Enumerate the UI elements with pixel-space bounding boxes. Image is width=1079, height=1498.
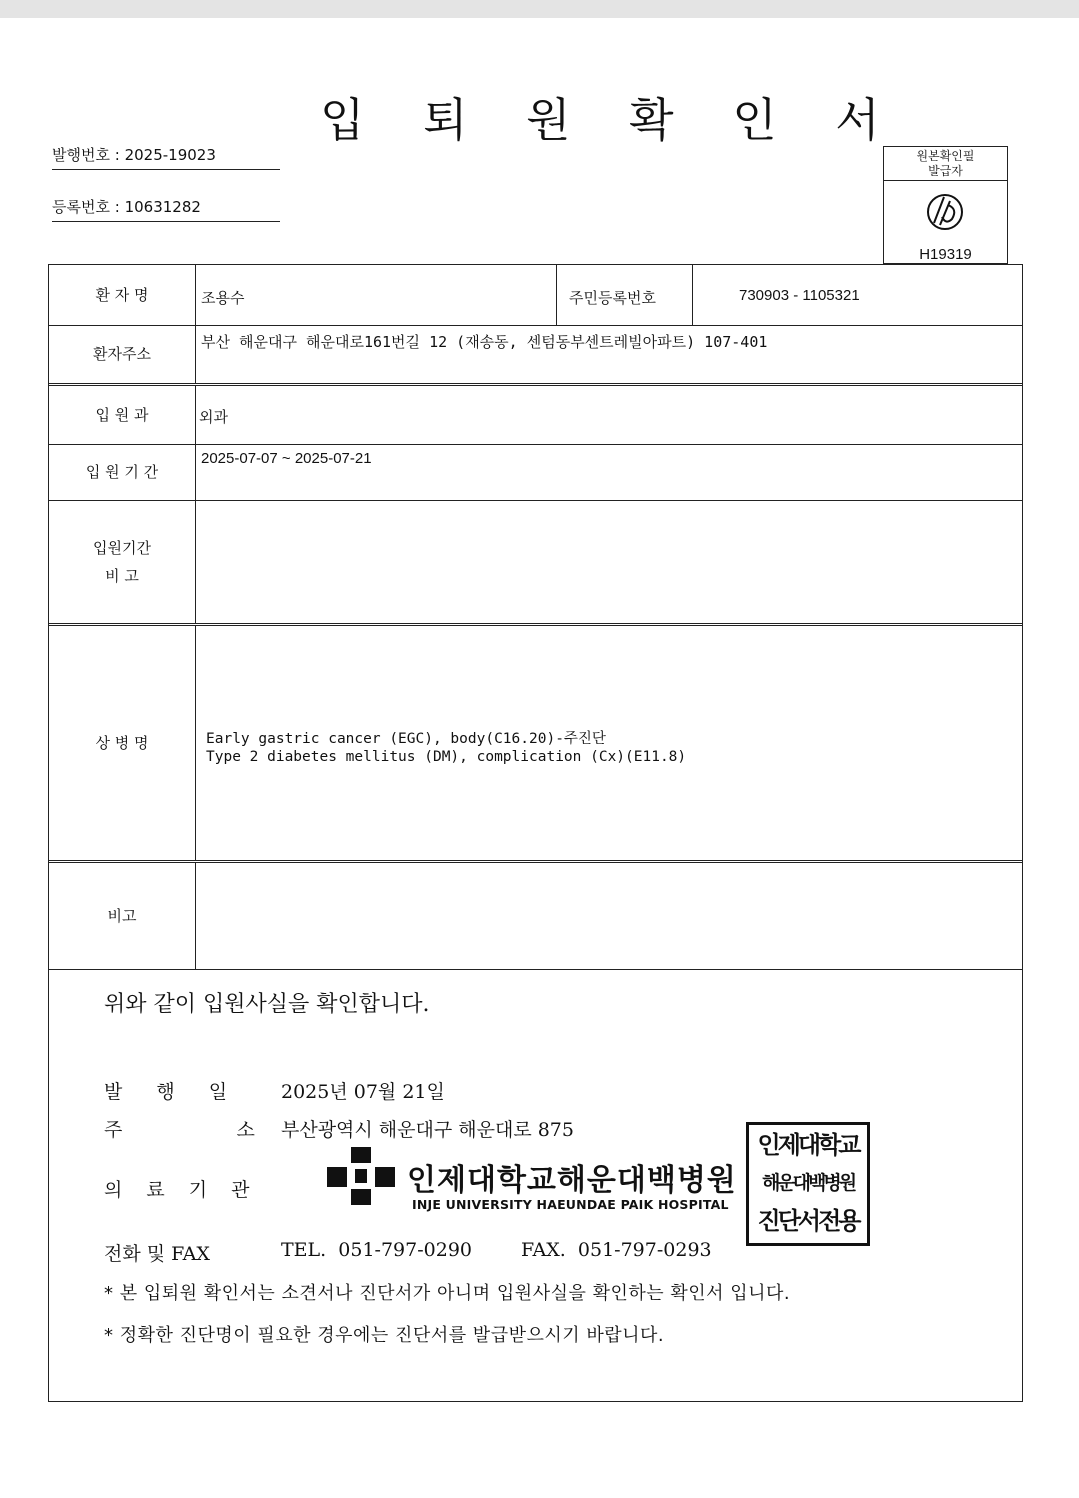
document-body xyxy=(48,264,1023,1402)
issuer-label: 발급자 xyxy=(928,164,963,178)
department-value: 외과 xyxy=(199,408,228,426)
issuer-code: H19319 xyxy=(919,246,972,263)
notice-1: * 본 입퇴원 확인서는 소견서나 진단서가 아니며 입원사실을 확인하는 확인서 입니다. xyxy=(104,1283,791,1304)
patient-address-row xyxy=(49,325,1022,383)
phone-fax-label: 전화 및 FAX xyxy=(104,1243,210,1265)
department-row xyxy=(49,386,1022,444)
address-label: 주 소 xyxy=(104,1119,269,1141)
divider xyxy=(556,265,557,325)
notice-2: * 정확한 진단명이 필요한 경우에는 진단서를 발급받으시기 바랍니다. xyxy=(104,1325,665,1346)
telephone-value: TEL. 051-797-0290 xyxy=(281,1239,473,1261)
hospital-official-seal xyxy=(746,1122,870,1246)
remarks-label: 비고 xyxy=(49,863,196,969)
patient-name-row xyxy=(49,265,1022,325)
seal-line-1: 인제대학교 xyxy=(757,1131,859,1159)
address-value: 부산광역시 해운대구 해운대로 875 xyxy=(281,1119,574,1141)
seal-line-3: 진단서전용 xyxy=(757,1207,859,1235)
top-bar xyxy=(0,0,1079,18)
institution-label: 의 료 기 관 xyxy=(104,1179,259,1201)
issue-number-value: 2025-19023 xyxy=(124,146,216,164)
rrn-label: 주민등록번호 xyxy=(569,289,656,307)
diagnosis-list xyxy=(206,730,686,766)
diagnosis-secondary: Type 2 diabetes mellitus (DM), complication (Cx)(E11.8) xyxy=(206,749,687,765)
hospital-cross-logo-icon xyxy=(325,1145,397,1207)
document-title: 입 퇴 원 확 인 서 xyxy=(320,93,902,147)
issuer-signature-icon xyxy=(922,191,968,233)
diagnosis-row xyxy=(49,626,1022,860)
remarks-row xyxy=(49,863,1022,969)
seal-line-2: 해운대백병원 xyxy=(761,1172,855,1194)
original-verified-header xyxy=(884,147,1007,181)
patient-address-label: 환자주소 xyxy=(49,325,196,383)
issue-date-value: 2025년 07월 21일 xyxy=(281,1081,445,1103)
original-verified-label: 원본확인필 xyxy=(916,149,975,163)
original-verified-box xyxy=(883,146,1008,264)
rrn-value: 730903 - 1105321 xyxy=(739,287,860,304)
period-remarks-label xyxy=(49,500,196,623)
issue-number-label: 발행번호 xyxy=(52,146,110,164)
hospital-name-english: INJE UNIVERSITY HAEUNDAE PAIK HOSPITAL xyxy=(412,1197,729,1212)
hospital-name-korean: 인제대학교해운대백병원 xyxy=(407,1163,737,1198)
row-divider xyxy=(49,969,1022,970)
admission-period-value: 2025-07-07 ~ 2025-07-21 xyxy=(201,450,372,467)
divider xyxy=(692,265,693,325)
period-remarks-label-1: 입원기간 xyxy=(93,538,151,557)
registration-number-value: 10631282 xyxy=(124,198,201,216)
registration-number: 등록번호 : 10631282 xyxy=(52,196,280,222)
department-label: 입 원 과 xyxy=(49,386,196,444)
confirmation-statement: 위와 같이 입원사실을 확인합니다. xyxy=(104,992,430,1017)
fax-value: FAX. 051-797-0293 xyxy=(521,1239,712,1261)
admission-period-row xyxy=(49,444,1022,500)
diagnosis-primary: Early gastric cancer (EGC), body(C16.20)-주진단 xyxy=(206,731,606,747)
patient-name-value: 조용수 xyxy=(201,289,245,307)
issue-date-label: 발 행 일 xyxy=(104,1081,242,1103)
issue-number: 발행번호 : 2025-19023 xyxy=(52,144,280,170)
diagnosis-label: 상 병 명 xyxy=(49,626,196,860)
patient-name-label: 환 자 명 xyxy=(49,265,196,325)
period-remarks-label-2: 비 고 xyxy=(105,566,139,585)
registration-number-label: 등록번호 xyxy=(52,198,110,216)
admission-period-label: 입 원 기 간 xyxy=(49,444,196,500)
period-remarks-row xyxy=(49,500,1022,623)
patient-address-value: 부산 해운대구 해운대로161번길 12 (재송동, 센텀동부센트레빌아파트) 107-401 xyxy=(201,333,768,351)
